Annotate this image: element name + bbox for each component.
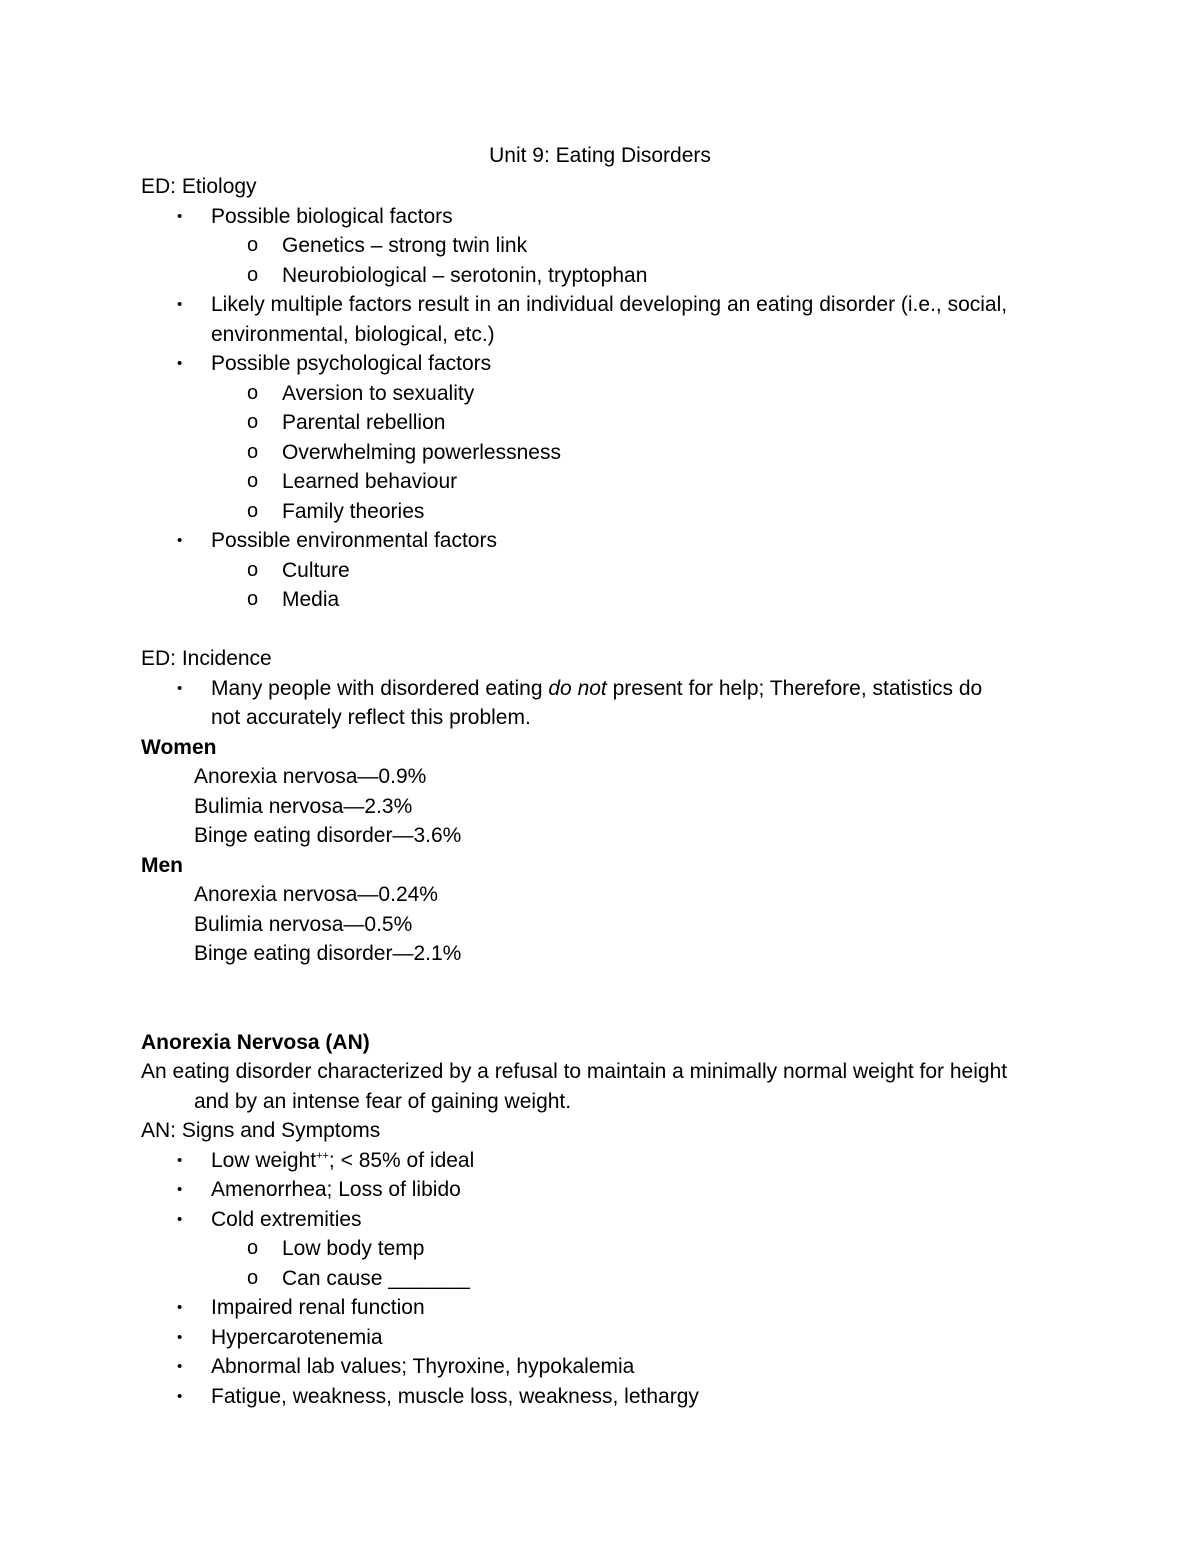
sub-list-item (141, 231, 1071, 261)
sub-bullet-marker: o (247, 440, 259, 463)
bullet-marker: • (177, 679, 183, 697)
bullet-marker: • (177, 1387, 183, 1405)
sub-list-item (141, 438, 1071, 468)
bullet-marker: • (177, 1299, 183, 1316)
bullet-marker: • (177, 1328, 183, 1346)
sub-list-item (141, 261, 1071, 291)
list-item (141, 290, 1071, 320)
item-text: Genetics – strong twin link (282, 234, 528, 257)
sub-bullet-marker: o (247, 381, 259, 404)
item-text: Fatigue, weakness, muscle loss, weakness, lethargy (211, 1384, 699, 1408)
list-item (141, 1205, 1071, 1235)
item-text: environmental, biological, etc.) (211, 322, 495, 346)
item-text: Aversion to sexuality (282, 381, 475, 405)
item-text: Abnormal lab values; Thyroxine, hypokalemia (211, 1355, 635, 1378)
item-text: not accurately reflect this problem. (211, 706, 531, 729)
item-text: Low body temp (282, 1237, 425, 1260)
item-text: Possible biological factors (211, 204, 453, 228)
sub-list-item (141, 379, 1071, 409)
sub-bullet-marker: o (247, 234, 259, 256)
item-text: Likely multiple factors result in an individual developing an eating disorder (i.e., social, (211, 293, 1008, 316)
bullet-marker: • (177, 1358, 183, 1375)
list-item-continuation (141, 320, 1071, 350)
men-label: Men (141, 853, 183, 877)
page-title: Unit 9: Eating Disorders (489, 144, 711, 167)
sub-list-item (141, 556, 1071, 586)
list-item (141, 526, 1071, 556)
item-text: Hypercarotenemia (211, 1325, 383, 1349)
stat-line: Binge eating disorder—2.1% (194, 942, 462, 965)
list-item (141, 202, 1071, 232)
list-item (141, 1146, 1071, 1176)
item-text: Amenorrhea; Loss of libido (211, 1178, 461, 1201)
list-item (141, 349, 1071, 379)
list-item (141, 1293, 1071, 1323)
anorexia-heading: Anorexia Nervosa (AN) (141, 1030, 370, 1054)
stat-line: Bulimia nervosa—2.3% (194, 794, 413, 818)
sub-bullet-marker: o (247, 588, 259, 610)
superscript: ++ (316, 1149, 329, 1162)
item-text: Learned behaviour (282, 470, 458, 493)
bullet-marker: • (177, 1151, 183, 1169)
list-item (141, 1352, 1071, 1382)
bullet-marker: • (177, 1181, 183, 1198)
item-text: Possible psychological factors (211, 352, 492, 375)
bullet-marker: • (177, 532, 183, 549)
item-text: Possible environmental factors (211, 529, 497, 552)
list-item (141, 1382, 1071, 1412)
incidence-heading: ED: Incidence (141, 647, 272, 670)
item-text: Culture (282, 558, 350, 582)
item-text: Neurobiological – serotonin, tryptophan (282, 263, 648, 287)
item-text: Cold extremities (211, 1207, 362, 1231)
sub-bullet-marker: o (247, 1237, 259, 1259)
etiology-heading: ED: Etiology (141, 175, 257, 198)
list-item (141, 1323, 1071, 1353)
bullet-marker: • (177, 296, 183, 313)
item-text: present for help; Therefore, statistics do (606, 676, 983, 700)
document-body (141, 172, 1071, 1411)
sub-list-item (141, 408, 1071, 438)
sub-bullet-marker: o (247, 1266, 259, 1289)
sub-list-item (141, 1264, 1071, 1294)
definition-continuation: and by an intense fear of gaining weight. (194, 1089, 572, 1113)
stat-line: Bulimia nervosa—0.5% (194, 912, 413, 936)
sub-bullet-marker: o (247, 263, 259, 286)
bullet-marker: • (177, 1210, 183, 1228)
item-text: Parental rebellion (282, 411, 446, 434)
list-item (141, 1175, 1071, 1205)
item-text: Family theories (282, 499, 425, 523)
item-text: Impaired renal function (211, 1296, 425, 1319)
item-text: Media (282, 588, 340, 611)
sub-list-item (141, 467, 1071, 497)
list-item (141, 674, 1071, 704)
list-item-continuation (141, 703, 1071, 733)
sub-list-item (141, 585, 1071, 615)
item-text: ; < 85% of ideal (328, 1148, 475, 1172)
stat-line: Binge eating disorder—3.6% (194, 824, 462, 847)
bullet-marker: • (177, 355, 183, 372)
emphasis-text: do not (548, 676, 607, 700)
women-label: Women (141, 735, 217, 759)
item-text: Many people with disordered eating (211, 676, 549, 700)
stat-line: Anorexia nervosa—0.9% (194, 765, 427, 788)
stat-line: Anorexia nervosa—0.24% (194, 883, 438, 906)
sub-bullet-marker: o (247, 470, 259, 492)
sub-bullet-marker: o (247, 411, 259, 433)
item-text: Low weight (211, 1148, 317, 1172)
sub-bullet-marker: o (247, 558, 259, 581)
sub-list-item (141, 497, 1071, 527)
signs-heading: AN: Signs and Symptoms (141, 1119, 381, 1142)
item-text: Can cause _______ (282, 1266, 470, 1290)
item-text: Overwhelming powerlessness (282, 440, 561, 464)
sub-bullet-marker: o (247, 499, 259, 522)
bullet-marker: • (177, 207, 183, 225)
sub-list-item (141, 1234, 1071, 1264)
definition-text: An eating disorder characterized by a refusal to maintain a minimally normal weight for height (141, 1060, 1008, 1083)
